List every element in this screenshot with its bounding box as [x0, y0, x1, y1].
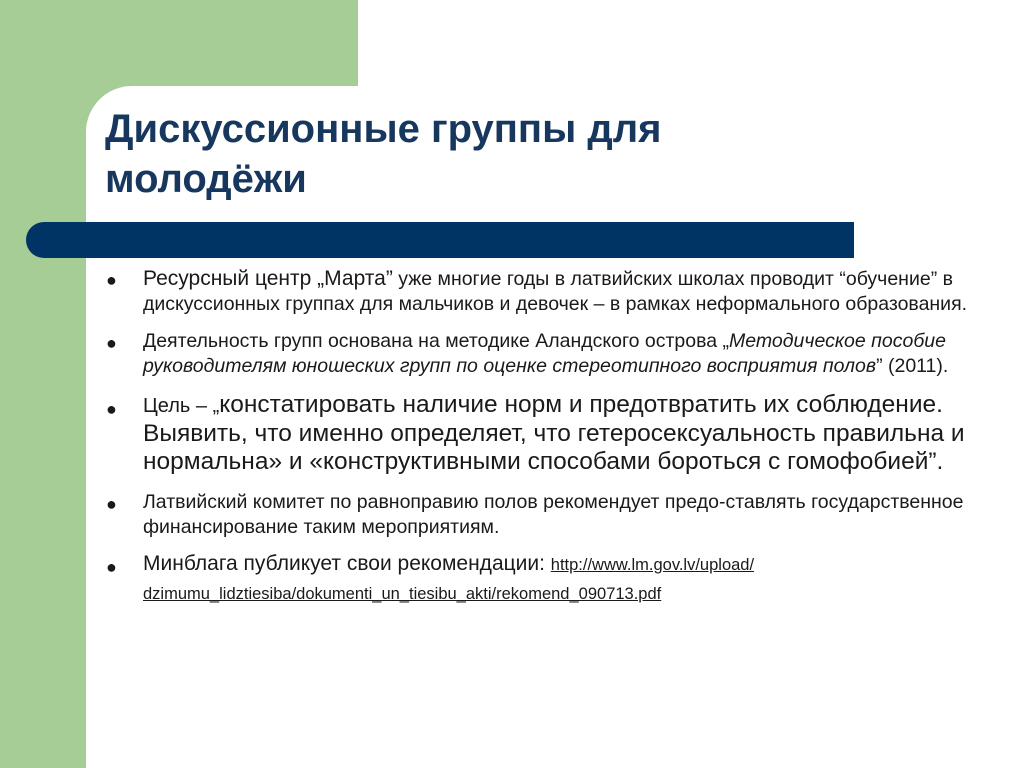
title-divider-bar — [26, 222, 854, 258]
bullet-icon: ● — [106, 399, 117, 419]
list-item — [96, 391, 976, 476]
bullet-2-book-title: Методическое пособие руководителям юношеских групп по оценке стереотипного восприятия полов — [143, 330, 946, 377]
bullet-icon: ● — [106, 494, 117, 514]
title-line-2: молодёжи — [105, 157, 307, 201]
list-item — [96, 550, 976, 608]
bullet-3-label: Цель – „ — [143, 395, 220, 417]
bullet-5-text: Минблага публикует свои рекомендации: — [143, 552, 551, 575]
bullet-3-text: констатировать наличие норм и предотвратить их соблюдение. Выявить, что именно определяет, что гетеросексуальность правильна и нормальна» и «конструктивными способами бороться с гомофобией”. — [143, 391, 965, 475]
link-line-2: dzimumu_lidztiesiba/dokumenti_un_tiesibu_akti/rekomend_090713.pdf — [143, 585, 662, 603]
list-item — [96, 329, 976, 379]
title-line-1: Дискуссионные группы для — [105, 107, 662, 151]
link-line-1: http://www.lm.gov.lv/upload/ — [550, 556, 755, 574]
bullet-1-text: уже многие годы в латвийских школах проводит “обучение” в дискуссионных группах для мальчиков и девочек – в рамках неформального образования. — [143, 268, 968, 315]
bullet-icon: ● — [106, 333, 117, 353]
slide-title — [105, 104, 925, 204]
bullet-1-lead: Ресурсный центр „Марта” — [143, 267, 393, 290]
bullet-icon: ● — [106, 270, 117, 290]
list-item — [96, 490, 976, 540]
bullet-2-text: Деятельность групп основана на методике Аландского острова „ — [143, 330, 730, 352]
bullet-2-year: ” (2011). — [876, 355, 949, 377]
bullet-list — [96, 266, 976, 608]
bullet-4-text: Латвийский комитет по равноправию полов рекомендует предо-ставлять государственное финансирование таким мероприятиям. — [143, 491, 964, 538]
list-item — [96, 266, 976, 317]
bullet-icon: ● — [106, 557, 117, 577]
